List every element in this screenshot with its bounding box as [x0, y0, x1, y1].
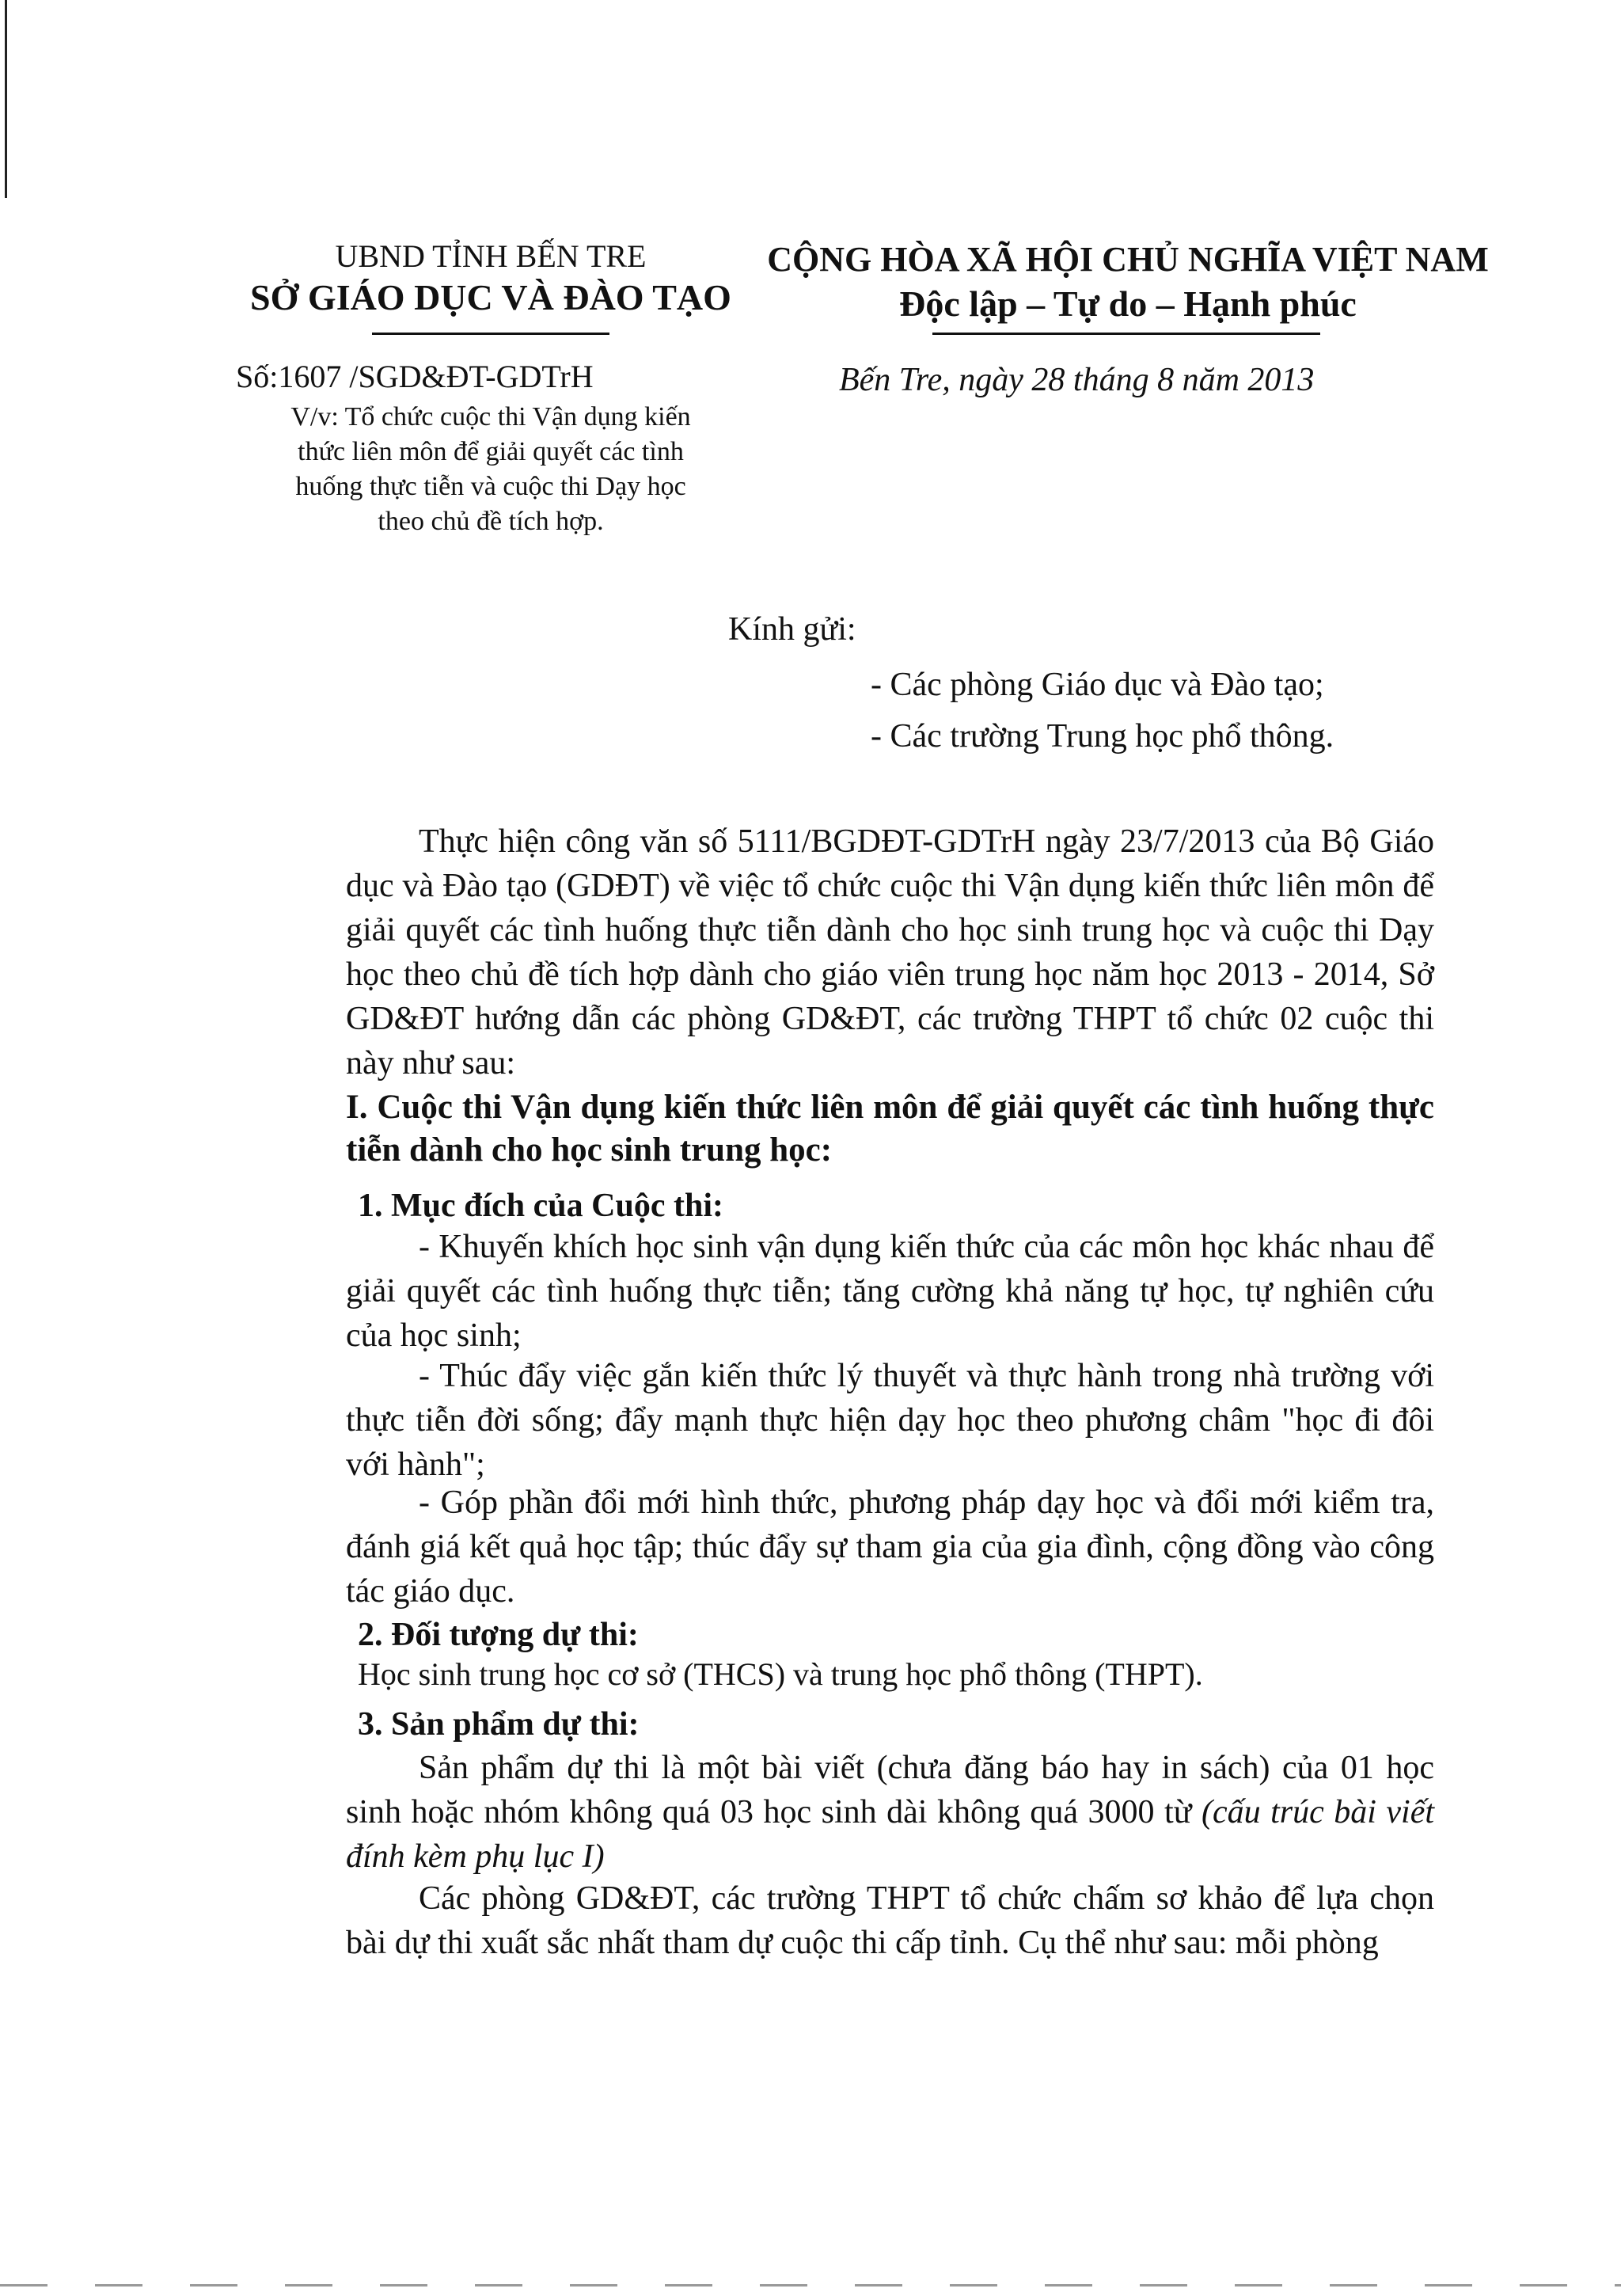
purpose-item: - Góp phần đổi mới hình thức, phương pháp dạy học và đổi mới kiểm tra, đánh giá kết quả học tập; thúc đẩy sự tham gia của gia đình, cộng đồng vào công tác giáo dục.	[346, 1484, 1434, 1610]
scan-margin-line	[5, 0, 7, 198]
product-description-text: Sản phẩm dự thi là một bài viết (chưa đăng báo hay in sách) của 01 học sinh hoặc nhóm không quá 03 học sinh dài không quá 3000 từ	[346, 1750, 1434, 1830]
recipient-item: - Các trường Trung học phổ thông.	[871, 718, 1334, 755]
appendix-reference: (cấu trúc bài viết đính kèm phụ lục I)	[346, 1794, 1434, 1875]
motto-underline	[932, 333, 1320, 335]
subsection-3-title: 3. Sản phẩm dự thi:	[358, 1706, 640, 1743]
subject-line: thức liên môn để giải quyết các tình	[298, 437, 684, 466]
issuer-parent: UBND TỈNH BẾN TRE	[335, 238, 647, 274]
recipients-label: Kính gửi:	[728, 611, 856, 648]
subject-block	[237, 400, 744, 539]
subsection-2-title: 2. Đối tượng dự thi:	[358, 1617, 639, 1653]
scan-bottom-edge	[0, 2284, 1621, 2286]
date-line: Bến Tre, ngày 28 tháng 8 năm 2013	[839, 362, 1315, 398]
subject-line: huống thực tiễn và cuộc thi Dạy học	[295, 472, 686, 501]
issuer-underline	[372, 333, 609, 335]
screening-paragraph: Các phòng GD&ĐT, các trường THPT tổ chức chấm sơ khảo để lựa chọn bài dự thi xuất sắc nhất tham dự cuộc thi cấp tỉnh. Cụ thể như sau: mỗi phòng	[346, 1880, 1434, 1961]
country-name: CỘNG HÒA XÃ HỘI CHỦ NGHĨA VIỆT NAM	[767, 240, 1489, 279]
purpose-item: - Khuyến khích học sinh vận dụng kiến thức của các môn học khác nhau để giải quyết các tình huống thực tiễn; tăng cường khả năng tự học, tự nghiên cứu của học sinh;	[346, 1229, 1434, 1354]
subject-line: V/v: Tổ chức cuộc thi Vận dụng kiến	[290, 402, 691, 431]
document-number: Số:1607 /SGD&ĐT-GDTrH	[236, 359, 594, 394]
purpose-item: - Thúc đẩy việc gắn kiến thức lý thuyết và thực hành trong nhà trường với thực tiễn đời sống; đẩy mạnh thực hiện dạy học theo phương châm "học đi đôi với hành";	[346, 1358, 1434, 1483]
intro-paragraph: Thực hiện công văn số 5111/BGDĐT-GDTrH ngày 23/7/2013 của Bộ Giáo dục và Đào tạo (GDĐT) về việc tổ chức cuộc thi Vận dụng kiến thức liên môn để giải quyết các tình huống thực tiễn dành cho học sinh trung học và cuộc thi Dạy học theo chủ đề tích hợp dành cho giáo viên trung học năm học 2013 - 2014, Sở GD&ĐT hướng dẫn các phòng GD&ĐT, các trường THPT tổ chức 02 cuộc thi này như sau:	[346, 823, 1434, 1081]
subject-line: theo chủ đề tích hợp.	[378, 507, 604, 536]
recipient-item: - Các phòng Giáo dục và Đào tạo;	[871, 667, 1324, 703]
issuer-name: SỞ GIÁO DỤC VÀ ĐÀO TẠO	[250, 277, 731, 317]
subsection-1-title: 1. Mục đích của Cuộc thi:	[358, 1188, 723, 1224]
motto: Độc lập – Tự do – Hạnh phúc	[899, 283, 1357, 324]
issuer-block	[237, 238, 744, 320]
product-description	[346, 1746, 1434, 1879]
participants-text: Học sinh trung học cơ sở (THCS) và trung học phổ thông (THPT).	[358, 1656, 1203, 1692]
section-1-title: I. Cuộc thi Vận dụng kiến thức liên môn để giải quyết các tình huống thực tiễn dành cho học sinh trung học:	[346, 1089, 1434, 1169]
national-motto-block	[756, 238, 1500, 326]
